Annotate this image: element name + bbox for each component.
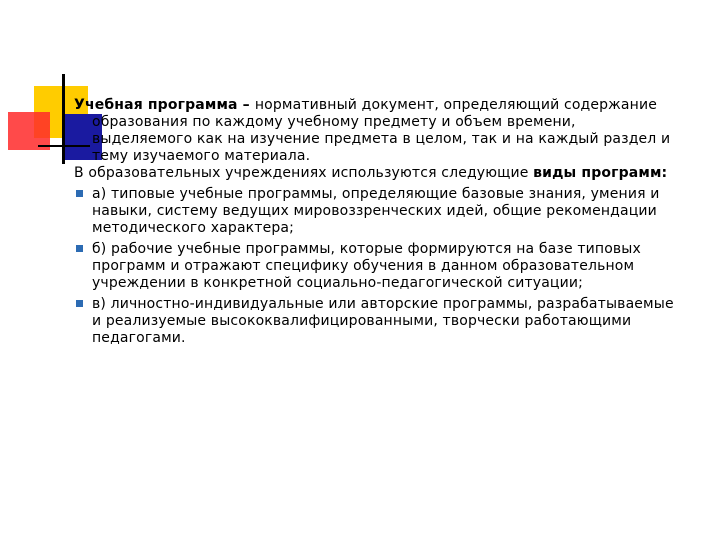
list-item (74, 186, 674, 237)
list-item (74, 241, 674, 292)
definition-term: Учебная программа – (74, 97, 255, 113)
list-item-text: а) типовые учебные программы, определяющие базовые знания, умения и навыки, систему ведущих мировоззренческих идей, общие рекомендации методического характера; (92, 186, 660, 236)
intro-paragraph (74, 165, 674, 182)
slide-body (74, 97, 674, 347)
square-bullet-icon (76, 300, 83, 307)
definition-text: нормативный документ, определяющий содержание образования по каждому учебному предмету и объем времени, выделяемого как на изучение предмета в целом, так и на каждый раздел и тему изучаемого материала. (92, 97, 671, 164)
intro-text: В образовательных учреждениях используются следующие (74, 165, 534, 181)
list-item (74, 296, 674, 347)
list-item-text: б) рабочие учебные программы, которые формируются на базе типовых программ и отражают специфику обучения в данном образовательном учреждении в конкретной социально-педагогической ситуации; (92, 241, 641, 291)
list-item-text: в) личностно-индивидуальные или авторские программы, разрабатываемые и реализуемые высококвалифицированными, творчески работающими педагогами. (92, 296, 674, 346)
square-bullet-icon (76, 190, 83, 197)
intro-bold: виды программ: (533, 165, 668, 181)
definition-paragraph (74, 97, 674, 165)
logo-vertical-line (62, 74, 65, 164)
square-bullet-icon (76, 245, 83, 252)
